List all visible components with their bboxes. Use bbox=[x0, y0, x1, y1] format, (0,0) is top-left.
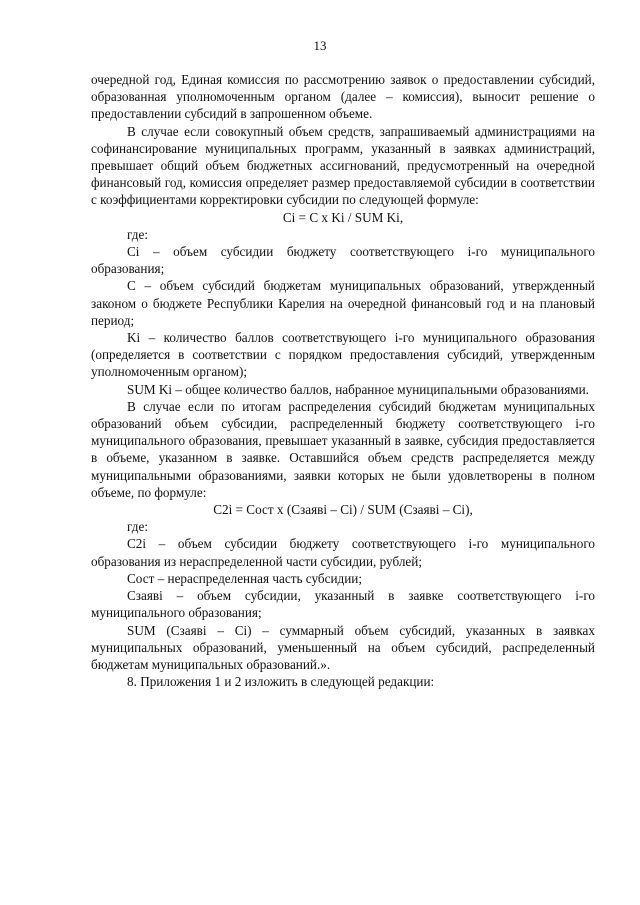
definition-ci: Ci – объем субсидии бюджету соответствующего i-го муниципального образования; bbox=[91, 244, 595, 277]
where-label: где: bbox=[127, 226, 148, 242]
definition-c2i: C2i – объем субсидии бюджету соответствующего i-го муниципального образования из нераспределенной части субсидии, рублей; bbox=[91, 536, 595, 569]
page-number: 13 bbox=[313, 38, 327, 53]
paragraph-excess-request: В случае если совокупный объем средств, запрашиваемый администрациями на софинансирование муниципальных программ, указанный в заявках администраций, превышает общий объем бюджетных ассигнований, предусмотренный на очередной финансовый год, комиссия определяет размер предоставляемой субсидии в соответствии с коэффициентами корректировки субсидии по следующей формуле: bbox=[91, 123, 595, 208]
document-body bbox=[91, 71, 595, 690]
definition-sum-ki: SUM Ki – общее количество баллов, набранное муниципальными образованиями. bbox=[127, 381, 589, 397]
definition-sum-czayav: SUM (Cзаявi – Ci) – суммарный объем субсидий, указанных в заявках муниципальных образований, уменьшенный на объем субсидий, распределенный бюджетам муниципальных образований.». bbox=[91, 622, 595, 672]
paragraph-redistribution: В случае если по итогам распределения субсидий бюджетам муниципальных образований объем субсидии, распределенный бюджету соответствующего i-го муниципального образования, превышает указанный в заявке, субсидия предоставляется в объеме, указанном в заявке. Оставшийся объем средств распределяется между муниципальными образованиями, заявки которых не были удовлетворены в полном объеме, по формуле: bbox=[91, 398, 595, 500]
where-label-2: где: bbox=[127, 519, 148, 535]
definition-czayav: Cзаявi – объем субсидии, указанный в заявке соответствующего i-го муниципального образования; bbox=[91, 588, 595, 621]
formula-redistribution: C2i = Cост x (Cзаявi – Ci) / SUM (Cзаявi – Ci), bbox=[213, 502, 473, 518]
paragraph-appendices: 8. Приложения 1 и 2 изложить в следующей редакции: bbox=[127, 674, 435, 690]
paragraph-commission-decision: очередной год, Единая комиссия по рассмотрению заявок о предоставлении субсидий, образованная уполномоченным органом (далее – комиссия), выносит решение о предоставлении субсидий в запрошенном объеме. bbox=[91, 72, 595, 122]
definition-c: C – объем субсидий бюджетам муниципальных образований, утвержденный законом о бюджете Республики Карелия на очередной финансовый год и на плановый период; bbox=[91, 278, 595, 328]
definition-cost: Cост – нераспределенная часть субсидии; bbox=[127, 570, 363, 586]
formula-subsidy: Ci = C x Ki / SUM Ki, bbox=[282, 209, 404, 225]
definition-ki: Ki – количество баллов соответствующего i-го муниципального образования (определяется в соответствии с порядком предоставления субсидий, утвержденным уполномоченным органом); bbox=[91, 330, 595, 380]
